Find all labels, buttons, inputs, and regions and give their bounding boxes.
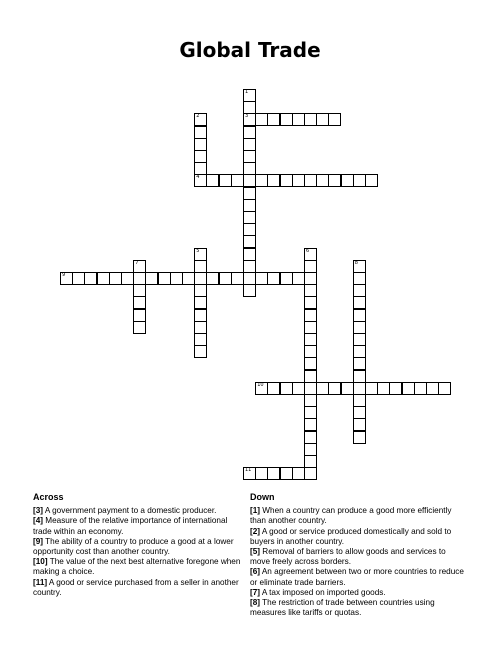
clue-text: A good or service produced domestically and sold to buyers in another country.	[250, 526, 452, 546]
down-clue	[250, 598, 465, 618]
clue-number: [9]	[33, 536, 44, 546]
clue-text: A tax imposed on imported goods.	[260, 587, 386, 597]
down-clue	[250, 567, 465, 587]
grid-cell[interactable]	[353, 321, 366, 334]
clue-number: [4]	[33, 516, 44, 526]
grid-cell[interactable]	[194, 284, 207, 297]
down-clues	[250, 492, 465, 618]
grid-cell[interactable]	[194, 260, 207, 273]
puzzle-title: Global Trade	[179, 38, 321, 62]
grid-cell[interactable]	[316, 174, 329, 187]
grid-cell[interactable]	[353, 345, 366, 358]
grid-cell[interactable]	[280, 174, 293, 187]
grid-cell[interactable]	[353, 431, 366, 444]
grid-cell[interactable]	[292, 272, 305, 285]
clue-number-label: 4	[196, 174, 200, 181]
grid-cell[interactable]	[402, 382, 415, 395]
grid-cell[interactable]	[255, 467, 268, 480]
grid-cell[interactable]	[243, 89, 256, 102]
across-clues	[33, 492, 248, 598]
grid-cell[interactable]	[353, 260, 366, 273]
clue-number: [2]	[250, 526, 261, 536]
clue-number: [10]	[33, 557, 48, 567]
grid-cell[interactable]	[243, 187, 256, 200]
clue-number: [8]	[250, 598, 261, 608]
grid-cell[interactable]	[365, 174, 378, 187]
grid-cell[interactable]	[133, 260, 146, 273]
grid-cell[interactable]	[206, 272, 219, 285]
grid-cell[interactable]	[243, 150, 256, 163]
clue-number-label: 10	[257, 381, 264, 388]
grid-cell[interactable]	[304, 345, 317, 358]
grid-cell[interactable]	[194, 309, 207, 322]
grid-cell[interactable]	[255, 113, 268, 126]
clue-number-label: 5	[196, 247, 200, 254]
grid-cell[interactable]	[353, 174, 366, 187]
grid-cell[interactable]	[328, 382, 341, 395]
grid-cell[interactable]	[243, 126, 256, 139]
grid-cell[interactable]	[194, 248, 207, 261]
down-clue	[250, 506, 465, 526]
grid-cell[interactable]	[304, 357, 317, 370]
grid-cell[interactable]	[243, 138, 256, 151]
down-clue	[250, 527, 465, 547]
grid-cell[interactable]	[353, 333, 366, 346]
grid-cell[interactable]	[97, 272, 110, 285]
clue-text: The restriction of trade between countries using measures like tariffs or quotas.	[250, 598, 435, 618]
grid-cell[interactable]	[121, 272, 134, 285]
grid-cell[interactable]	[219, 174, 232, 187]
grid-cell[interactable]	[194, 113, 207, 126]
grid-cell[interactable]	[304, 284, 317, 297]
grid-cell[interactable]	[194, 333, 207, 346]
grid-cell[interactable]	[292, 467, 305, 480]
grid-cell[interactable]	[158, 272, 171, 285]
clue-number-label: 8	[354, 259, 358, 266]
grid-cell[interactable]	[243, 284, 256, 297]
grid-cell[interactable]	[194, 138, 207, 151]
grid-cell[interactable]	[353, 394, 366, 407]
grid-cell[interactable]	[243, 211, 256, 224]
grid-cell[interactable]	[243, 467, 256, 480]
grid-cell[interactable]	[145, 272, 158, 285]
grid-cell[interactable]	[316, 382, 329, 395]
grid-cell[interactable]	[304, 406, 317, 419]
grid-cell[interactable]	[304, 260, 317, 273]
clue-number-label: 2	[196, 113, 200, 120]
grid-cell[interactable]	[353, 272, 366, 285]
grid-cell[interactable]	[133, 309, 146, 322]
clue-number: [11]	[33, 577, 48, 587]
grid-cell[interactable]	[243, 162, 256, 175]
grid-cell[interactable]	[280, 467, 293, 480]
clue-number: [7]	[250, 587, 261, 597]
grid-cell[interactable]	[426, 382, 439, 395]
grid-cell[interactable]	[243, 248, 256, 261]
grid-cell[interactable]	[243, 199, 256, 212]
clue-number: [6]	[250, 567, 261, 577]
grid-cell[interactable]	[304, 382, 317, 395]
grid-cell[interactable]	[292, 174, 305, 187]
grid-cell[interactable]	[304, 370, 317, 383]
grid-cell[interactable]	[182, 272, 195, 285]
grid-cell[interactable]	[60, 272, 73, 285]
clue-text: When a country can produce a good more efficiently than another country.	[250, 506, 452, 526]
grid-cell[interactable]	[255, 174, 268, 187]
grid-cell[interactable]	[304, 455, 317, 468]
grid-cell[interactable]	[304, 418, 317, 431]
grid-cell[interactable]	[304, 272, 317, 285]
clue-text: Removal of barriers to allow goods and services to move freely across borders.	[250, 547, 446, 567]
clue-text: The value of the next best alternative foregone when making a choice.	[33, 557, 241, 577]
grid-cell[interactable]	[267, 382, 280, 395]
grid-cell[interactable]	[316, 113, 329, 126]
grid-cell[interactable]	[231, 174, 244, 187]
grid-cell[interactable]	[255, 272, 268, 285]
grid-cell[interactable]	[328, 113, 341, 126]
clue-number: [3]	[33, 506, 44, 516]
grid-cell[interactable]	[353, 284, 366, 297]
across-heading: Across	[33, 492, 64, 502]
down-clue	[250, 588, 465, 598]
clue-text: Measure of the relative importance of international trade within an economy.	[33, 516, 228, 536]
clue-text: A government payment to a domestic producer.	[43, 506, 217, 516]
across-clue	[33, 506, 248, 516]
grid-cell[interactable]	[243, 113, 256, 126]
grid-cell[interactable]	[194, 321, 207, 334]
grid-cell[interactable]	[194, 174, 207, 187]
grid-cell[interactable]	[267, 467, 280, 480]
grid-cell[interactable]	[231, 272, 244, 285]
grid-cell[interactable]	[243, 260, 256, 273]
grid-cell[interactable]	[133, 284, 146, 297]
clue-number-label: 9	[62, 272, 66, 278]
across-clue	[33, 578, 248, 598]
grid-cell[interactable]	[328, 174, 341, 187]
grid-cell[interactable]	[353, 357, 366, 370]
grid-cell[interactable]	[292, 113, 305, 126]
clue-number: [5]	[250, 547, 261, 557]
grid-cell[interactable]	[365, 382, 378, 395]
grid-cell[interactable]	[280, 272, 293, 285]
grid-cell[interactable]	[353, 406, 366, 419]
grid-cell[interactable]	[133, 272, 146, 285]
grid-cell[interactable]	[109, 272, 122, 285]
grid-cell[interactable]	[304, 296, 317, 309]
down-clue	[250, 547, 465, 567]
down-heading: Down	[250, 492, 275, 502]
grid-cell[interactable]	[438, 382, 451, 395]
grid-cell[interactable]	[206, 174, 219, 187]
grid-cell[interactable]	[304, 333, 317, 346]
grid-cell[interactable]	[243, 272, 256, 285]
grid-cell[interactable]	[194, 126, 207, 139]
clue-number-label: 11	[245, 467, 252, 474]
grid-cell[interactable]	[304, 467, 317, 480]
grid-cell[interactable]	[267, 174, 280, 187]
grid-cell[interactable]	[219, 272, 232, 285]
grid-cell[interactable]	[353, 382, 366, 395]
grid-cell[interactable]	[353, 370, 366, 383]
grid-cell[interactable]	[267, 113, 280, 126]
grid-cell[interactable]	[304, 113, 317, 126]
across-clue	[33, 516, 248, 536]
grid-cell[interactable]	[243, 101, 256, 114]
grid-cell[interactable]	[280, 113, 293, 126]
grid-cell[interactable]	[353, 296, 366, 309]
clue-text: The ability of a country to produce a good at a lower opportunity cost than another country.	[33, 536, 234, 557]
grid-cell[interactable]	[133, 296, 146, 309]
grid-cell[interactable]	[377, 382, 390, 395]
across-clue	[33, 537, 248, 557]
grid-cell[interactable]	[243, 223, 256, 236]
clue-number-label: 6	[306, 247, 310, 254]
clue-number-label: 1	[245, 89, 249, 95]
grid-cell[interactable]	[304, 174, 317, 187]
grid-cell[interactable]	[84, 272, 97, 285]
grid-cell[interactable]	[389, 382, 402, 395]
grid-cell[interactable]	[304, 321, 317, 334]
grid-cell[interactable]	[341, 174, 354, 187]
grid-cell[interactable]	[304, 431, 317, 444]
grid-cell[interactable]	[267, 272, 280, 285]
grid-cell[interactable]	[194, 162, 207, 175]
grid-cell[interactable]	[72, 272, 85, 285]
grid-cell[interactable]	[194, 345, 207, 358]
grid-cell[interactable]	[194, 296, 207, 309]
grid-cell[interactable]	[255, 382, 268, 395]
grid-cell[interactable]	[414, 382, 427, 395]
clue-text: A good or service purchased from a seller in another country.	[33, 577, 239, 597]
grid-cell[interactable]	[304, 248, 317, 261]
grid-cell[interactable]	[341, 382, 354, 395]
clue-number-label: 3	[245, 113, 249, 120]
clue-number: [1]	[250, 506, 261, 516]
grid-cell[interactable]	[280, 382, 293, 395]
grid-cell[interactable]	[194, 272, 207, 285]
grid-cell[interactable]	[292, 382, 305, 395]
grid-cell[interactable]	[194, 150, 207, 163]
grid-cell[interactable]	[170, 272, 183, 285]
grid-cell[interactable]	[353, 418, 366, 431]
grid-cell[interactable]	[304, 394, 317, 407]
across-clue	[33, 557, 248, 577]
clue-number-label: 7	[135, 259, 139, 266]
grid-cell[interactable]	[353, 309, 366, 322]
grid-cell[interactable]	[243, 174, 256, 187]
clue-text: An agreement between two or more countries to reduce or eliminate trade barriers.	[250, 567, 464, 587]
grid-cell[interactable]	[304, 309, 317, 322]
grid-cell[interactable]	[304, 443, 317, 456]
grid-cell[interactable]	[243, 235, 256, 248]
grid-cell[interactable]	[133, 321, 146, 334]
